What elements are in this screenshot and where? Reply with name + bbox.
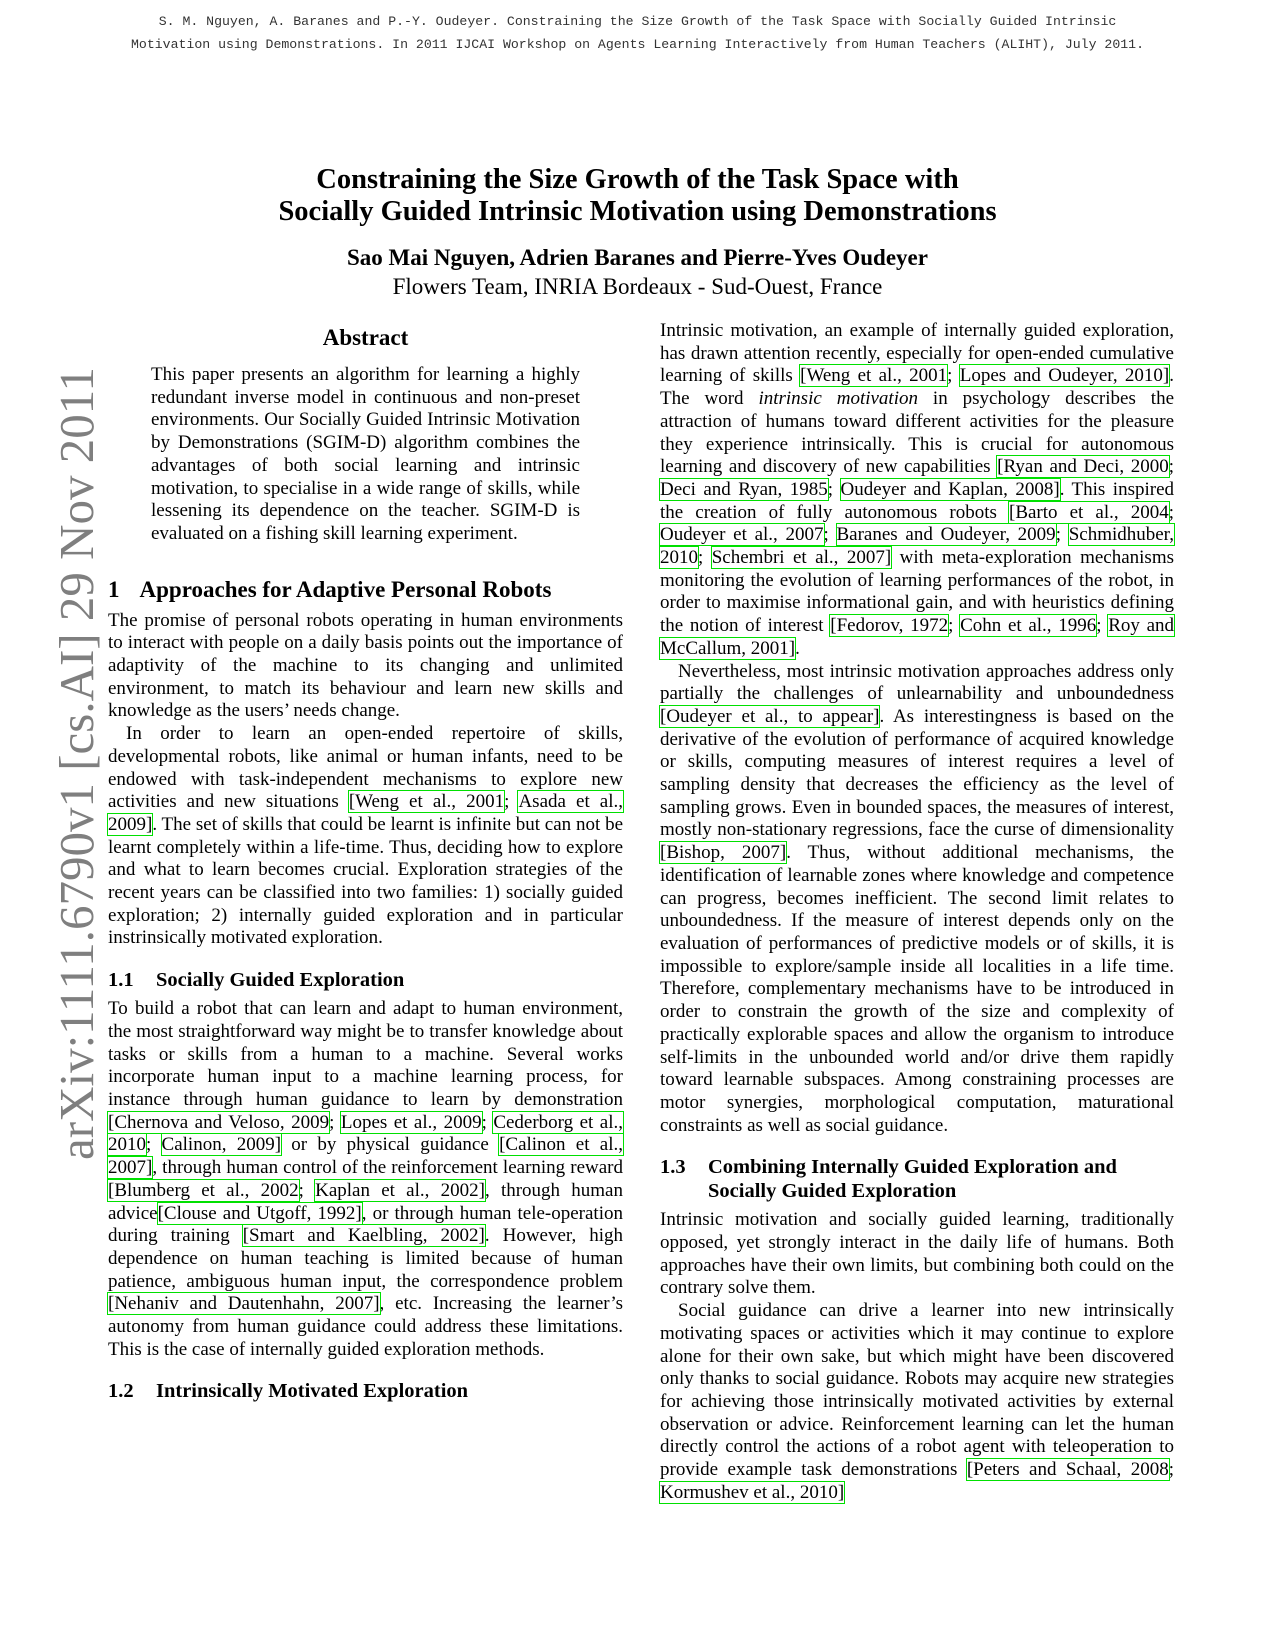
citation-link[interactable]: [Smart and Kaelbling, 2002]: [242, 1225, 485, 1247]
citation-link[interactable]: Lopes and Oudeyer, 2010]: [959, 365, 1170, 387]
section-title: Socially Guided Exploration: [156, 969, 405, 992]
section-number: 1.1: [108, 969, 134, 992]
section-title: Intrinsically Motivated Exploration: [156, 1380, 469, 1403]
right-column: [660, 320, 1174, 1504]
arxiv-identifier-stamp: arXiv:1111.6790v1 [cs.AI] 29 Nov 2011: [49, 367, 104, 1160]
paragraph: Social guidance can drive a learner into new intrinsically motivating spaces or activities which it may continue to explore alone for their own sake, but which might have been discovered only thanks to social guidance. Robots may acquire new strategies for achieving those intrinsically motivated activities by external observation or advice. Reinforcement learning can let the human directly control the actions of a robot agent with teleoperation to provide example task demonstrations [Peters and Schaal, 2008; Kormushev et al., 2010]: [660, 1300, 1174, 1503]
citation-link[interactable]: [Weng et al., 2001: [348, 791, 505, 813]
paper-title: [150, 164, 1125, 228]
citation-link[interactable]: Cederborg et al., 2010: [108, 1111, 623, 1156]
section-number: 1: [108, 576, 120, 602]
section-number: 1.2: [108, 1380, 134, 1403]
section-title: Combining Internally Guided Exploration and Socially Guided Exploration: [708, 1156, 1117, 1203]
citation-link[interactable]: Baranes and Oudeyer, 2009: [836, 524, 1056, 546]
emphasis: intrinsic motivation: [758, 388, 918, 410]
citation-link[interactable]: [Ryan and Deci, 2000: [997, 456, 1169, 478]
citation-link[interactable]: Oudeyer and Kaplan, 2008]: [840, 478, 1060, 500]
citation-link[interactable]: [Clouse and Utgoff, 1992]: [157, 1202, 362, 1224]
paragraph: Intrinsic motivation and socially guided learning, traditionally opposed, yet strongly interact in the daily life of humans. Both approaches have their own limits, but combining both could on the contrary solve them.: [660, 1209, 1174, 1299]
citation-link[interactable]: [Oudeyer et al., to appear]: [660, 705, 880, 727]
citation-link[interactable]: Cohn et al., 1996: [960, 615, 1097, 637]
citation-link[interactable]: Deci and Ryan, 1985: [660, 478, 828, 500]
paragraph: To build a robot that can learn and adapt to human environment, the most straightforward way might be to transfer knowledge about tasks or skills from a human to a machine. Several works incorporate human input to a machine learning process, for instance through human guidance to learn by demonstration [Chernova and Veloso, 2009; Lopes et al., 2009; Cederborg et al., 2010; Calinon, 2009] or by physical guidance [Calinon et al., 2007], through human control of the reinforcement learning reward [Blumberg et al., 2002; Kaplan et al., 2002], through human advice[Clouse and Utgoff, 1992], or through human tele-operation during training [Smart and Kaelbling, 2002]. However, high dependence on human teaching is limited because of human patience, ambiguous human input, the correspondence problem [Nehaniv and Dautenhahn, 2007], etc. Increasing the learner’s autonomy from human guidance could address these limitations. This is the case of internally guided exploration methods.: [108, 998, 623, 1360]
section-1-2-heading: [108, 1379, 623, 1403]
paper-title-line-1: Constraining the Size Growth of the Task Space with: [316, 164, 959, 195]
paper-authors: Sao Mai Nguyen, Adrien Baranes and Pierre-Yves Oudeyer: [347, 245, 928, 270]
left-column: [108, 320, 623, 1409]
citation-header-line-1: S. M. Nguyen, A. Baranes and P.-Y. Oudeyer. Constraining the Size Growth of the Task Space with Socially Guided Intrinsic: [158, 14, 1117, 29]
section-1-heading: [108, 576, 623, 604]
citation-header-line-2: Motivation using Demonstrations. In 2011 IJCAI Workshop on Agents Learning Interactively from Human Teachers (ALIHT), July 2011.: [131, 37, 1144, 52]
citation-link[interactable]: Roy and McCallum, 2001]: [660, 615, 1175, 659]
citation-link[interactable]: Schembri et al., 2007]: [711, 547, 892, 569]
citation-link[interactable]: [Fedorov, 1972: [830, 615, 949, 637]
abstract-heading: Abstract: [322, 325, 409, 350]
paper-title-line-2: Socially Guided Intrinsic Motivation using Demonstrations: [278, 196, 997, 227]
citation-link[interactable]: Lopes et al., 2009: [340, 1111, 482, 1133]
abstract-text: This paper presents an algorithm for learning a highly redundant inverse model in continuous and non-preset environments. Our Socially Guided Intrinsic Motivation by Demonstrations (SGIM-D) algorithm combines the advantages of both social learning and intrinsic motivation, to specialise in a wide range of skills, while lessening its dependence on the teacher. SGIM-D is evaluated on a fishing skill learning experiment.: [151, 364, 580, 544]
citation-link[interactable]: Kaplan et al., 2002]: [315, 1179, 485, 1201]
citation-link[interactable]: [Bishop, 2007]: [660, 842, 787, 864]
paragraph-continued: Intrinsic motivation, an example of internally guided exploration, has drawn attention recently, especially for open-ended cumulative learning of skills [Weng et al., 2001; Lopes and Oudeyer, 2010]. The word intrinsic motivation in psychology describes the attraction of humans toward different activities for the pleasure they experience intrinsically. This is crucial for autonomous learning and discovery of new capabilities [Ryan and Deci, 2000; Deci and Ryan, 1985; Oudeyer and Kaplan, 2008]. This inspired the creation of fully autonomous robots [Barto et al., 2004; Oudeyer et al., 2007; Baranes and Oudeyer, 2009; Schmidhuber, 2010; Schembri et al., 2007] with meta-exploration mechanisms monitoring the evolution of learning performances of the robot, in order to maximise informational gain, and with heuristics defining the notion of interest [Fedorov, 1972; Cohn et al., 1996; Roy and McCallum, 2001].: [660, 320, 1175, 659]
citation-link[interactable]: Oudeyer et al., 2007: [660, 524, 824, 546]
paragraph: The promise of personal robots operating in human environments to interact with people on a daily basis points out the importance of adaptivity of the machine to its changing and unlimited environment, to match its behaviour and learn new skills and knowledge as the users’ needs change.: [108, 609, 623, 722]
citation-link[interactable]: Calinon, 2009]: [161, 1134, 282, 1156]
citation-link[interactable]: [Nehaniv and Dautenhahn, 2007]: [108, 1293, 380, 1315]
citation-link[interactable]: [Peters and Schaal, 2008: [966, 1459, 1169, 1481]
paper-affiliation: Flowers Team, INRIA Bordeaux - Sud-Ouest, France: [392, 274, 883, 299]
paragraph: In order to learn an open-ended repertoire of skills, developmental robots, like animal or human infants, need to be endowed with task-independent mechanisms to explore new activities and new situations [Weng et al., 2001; Asada et al., 2009]. The set of skills that could be learnt is infinite but can not be learnt completely within a life-time. Thus, deciding how to explore and what to learn becomes crucial. Exploration strategies of the recent years can be classified into two families: 1) socially guided exploration; 2) internally guided exploration and in particular instrinsically motivated exploration.: [108, 723, 624, 949]
citation-link[interactable]: [Weng et al., 2001: [800, 365, 948, 387]
citation-link[interactable]: [Chernova and Veloso, 2009: [108, 1111, 330, 1133]
citation-link[interactable]: [Blumberg et al., 2002: [108, 1179, 299, 1201]
section-title: Approaches for Adaptive Personal Robots: [139, 576, 552, 602]
section-number: 1.3: [660, 1156, 686, 1179]
citation-link[interactable]: [Barto et al., 2004: [1009, 501, 1169, 523]
citation-link[interactable]: [Calinon et al., 2007]: [108, 1134, 623, 1179]
section-1-3-heading: [660, 1155, 1174, 1203]
paragraph: Nevertheless, most intrinsic motivation approaches address only partially the challenges of unlearnability and unboundedness [Oudeyer et al., to appear]. As interestingness is based on the derivative of the evolution of performance of acquired knowledge or skills, computing measures of interest requires a level of sampling density that decreases the efficiency as the level of sampling grows. Even in bounded spaces, the measures of interest, mostly non-stationary regressions, face the curse of dimensionality [Bishop, 2007]. Thus, without additional mechanisms, the identification of learnable zones where knowledge and competence can progress, becomes inefficient. The second limit relates to unboundedness. If the measure of interest depends only on the evaluation of performances of predictive models or of skills, it is impossible to explore/sample inside all localities in a life time. Therefore, complementary mechanisms have to be introduced in order to constrain the growth of the size and complexity of practically explorable spaces and allow the organism to introduce self-limits in the unbounded world and/or drive them rapidly toward learnable subspaces. Among constraining processes are motor synergies, morphological computation, maturational constraints as well as social guidance.: [660, 660, 1174, 1136]
citation-link[interactable]: Schmidhuber, 2010: [660, 524, 1174, 569]
section-1-1-heading: [108, 968, 623, 992]
citation-header: [60, 10, 1215, 56]
citation-link[interactable]: Asada et al., 2009]: [108, 791, 624, 835]
citation-link[interactable]: Kormushev et al., 2010]: [660, 1481, 845, 1503]
